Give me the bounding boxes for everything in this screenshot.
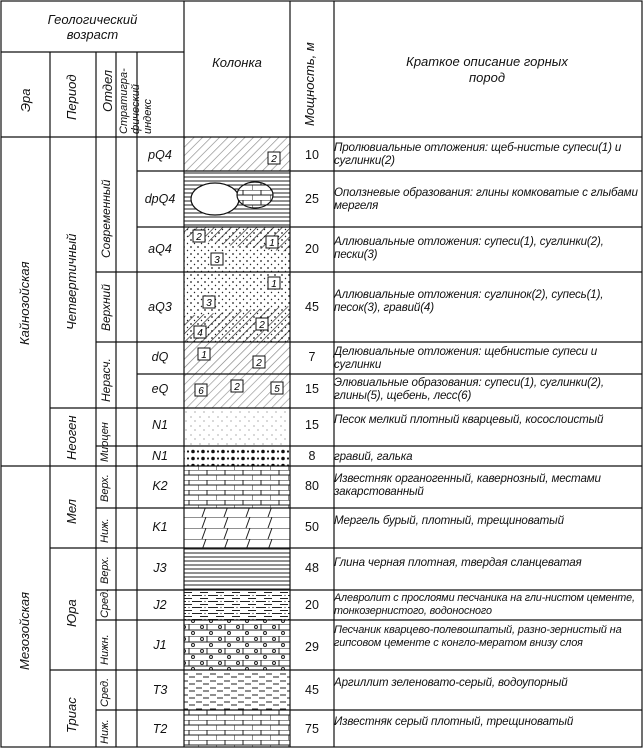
epoch-label: Миоцен (99, 422, 111, 462)
svg-text:4: 4 (197, 328, 203, 339)
svg-text:5: 5 (274, 384, 280, 395)
epoch-label: Верх. (99, 556, 111, 584)
header-epoch: Отдел (100, 69, 115, 112)
svg-text:2: 2 (256, 358, 262, 369)
strat-index: pQ4 (148, 148, 172, 162)
svg-text:1: 1 (271, 279, 277, 290)
strat-index: N1 (152, 418, 168, 432)
strat-index: T2 (152, 722, 168, 736)
svg-text:2: 2 (196, 232, 202, 243)
thickness-value: 10 (305, 148, 319, 162)
period-triassic: Триас (64, 697, 79, 733)
layer-description: Известняк органогенный, кавернозный, местами закарстованный (334, 472, 601, 498)
svg-text:1: 1 (269, 238, 275, 249)
strat-index: N1 (152, 449, 168, 463)
epoch-label: Сред. (99, 677, 111, 707)
svg-text:3: 3 (206, 298, 212, 309)
epoch-label: Ниж. (99, 719, 111, 744)
era-cenozoic: Кайнозойская (17, 261, 32, 345)
strat-index: eQ (151, 382, 169, 396)
layer-description: Известняк серый плотный, трещиноватый (334, 715, 574, 728)
svg-text:2: 2 (271, 154, 277, 165)
period-quaternary: Четвертичный (64, 233, 79, 330)
layer-description: Алевролит с прослоями песчаника на гли-нистом цементе, тонкозернистого, водоносного (334, 592, 635, 617)
epoch-label: Нерасч. (99, 358, 113, 402)
svg-text:1: 1 (201, 350, 207, 361)
layer-description: Глина черная плотная, твердая сланцеватая (334, 556, 582, 569)
epoch-label: Ниж. (99, 518, 111, 543)
thickness-value: 20 (305, 242, 319, 256)
thickness-value: 45 (305, 683, 319, 697)
layer-description: Пролювиальные отложения: щеб-нистые супеси(1) и суглинки(2) (334, 141, 622, 167)
lithology-column (184, 137, 290, 747)
period-cretaceous: Мел (64, 499, 79, 524)
layer-description: Делювиальные отложения: щебнистые супеси и суглинки (334, 345, 598, 371)
layer-description: Оползневые образования: глины комковатые с глыбами мергеля (334, 186, 638, 212)
strat-index: aQ3 (148, 300, 172, 314)
thickness-value: 45 (305, 300, 319, 314)
thickness-value: 25 (305, 192, 319, 206)
strat-index: J1 (153, 638, 167, 652)
svg-text:3: 3 (214, 255, 220, 266)
epoch-label: Сред. (99, 588, 111, 618)
header-period: Период (64, 74, 79, 120)
strat-index: J2 (153, 598, 167, 612)
period-jurassic: Юра (64, 599, 79, 627)
strat-index: aQ4 (148, 242, 172, 256)
layer-description: Аллювиальные отложения: супеси(1), суглинки(2), пески(3) (334, 235, 604, 261)
thickness-value: 7 (308, 350, 316, 364)
thickness-value: 15 (305, 418, 319, 432)
header-era: Эра (18, 88, 33, 112)
strat-index: dQ (151, 350, 169, 364)
header-description: Краткое описание горных пород (406, 54, 568, 85)
layer-description: Аргиллит зеленовато-серый, водоупорный (334, 676, 568, 689)
period-neogene: Неоген (64, 415, 79, 460)
strat-index: K2 (152, 479, 168, 493)
epoch-label: Нижн. (99, 634, 111, 665)
strat-index: T3 (152, 683, 168, 697)
layer-description: Аллювиальные отложения: суглинок(2), супесь(1), песок(3), гравий(4) (334, 288, 604, 314)
layer-description: Мергель бурый, плотный, трещиноватый (334, 514, 564, 527)
svg-text:6: 6 (198, 386, 204, 397)
epoch-label: Верхний (99, 284, 113, 331)
header-geo-age: Геологический возраст (47, 12, 138, 42)
thickness-value: 20 (305, 598, 319, 612)
layer-description: Элювиальные образования: супеси(1), суглинки(2), глины(5), щебень, лесс(6) (334, 376, 604, 402)
epoch-label: Верх. (99, 474, 111, 502)
header-column: Колонка (212, 54, 262, 70)
layer-description: Песок мелкий плотный кварцевый, косослоистый (334, 413, 604, 426)
thickness-value: 8 (308, 449, 316, 463)
thickness-value: 48 (305, 561, 319, 575)
thickness-value: 15 (305, 382, 319, 396)
epoch-label: Современный (99, 179, 113, 258)
header-thickness: Мощность, м (302, 42, 317, 126)
strat-index: dpQ4 (144, 192, 176, 206)
svg-text:2: 2 (234, 382, 240, 393)
svg-text:2: 2 (259, 320, 265, 331)
strat-index: K1 (152, 520, 168, 534)
thickness-value: 50 (305, 520, 319, 534)
header-strat-index: Стратигра-фический индекс (118, 68, 154, 134)
thickness-value: 29 (305, 640, 319, 654)
strat-index: J3 (153, 561, 167, 575)
layer-description: гравий, галька (334, 450, 413, 463)
layer-description: Песчаник кварцево-полевошпатый, разно-зернистый на гипсовом цементе с конгло-мератом внизу слоя (334, 624, 622, 649)
thickness-value: 75 (305, 722, 319, 736)
era-mesozoic: Мезозойская (17, 591, 32, 670)
thickness-value: 80 (305, 479, 319, 493)
